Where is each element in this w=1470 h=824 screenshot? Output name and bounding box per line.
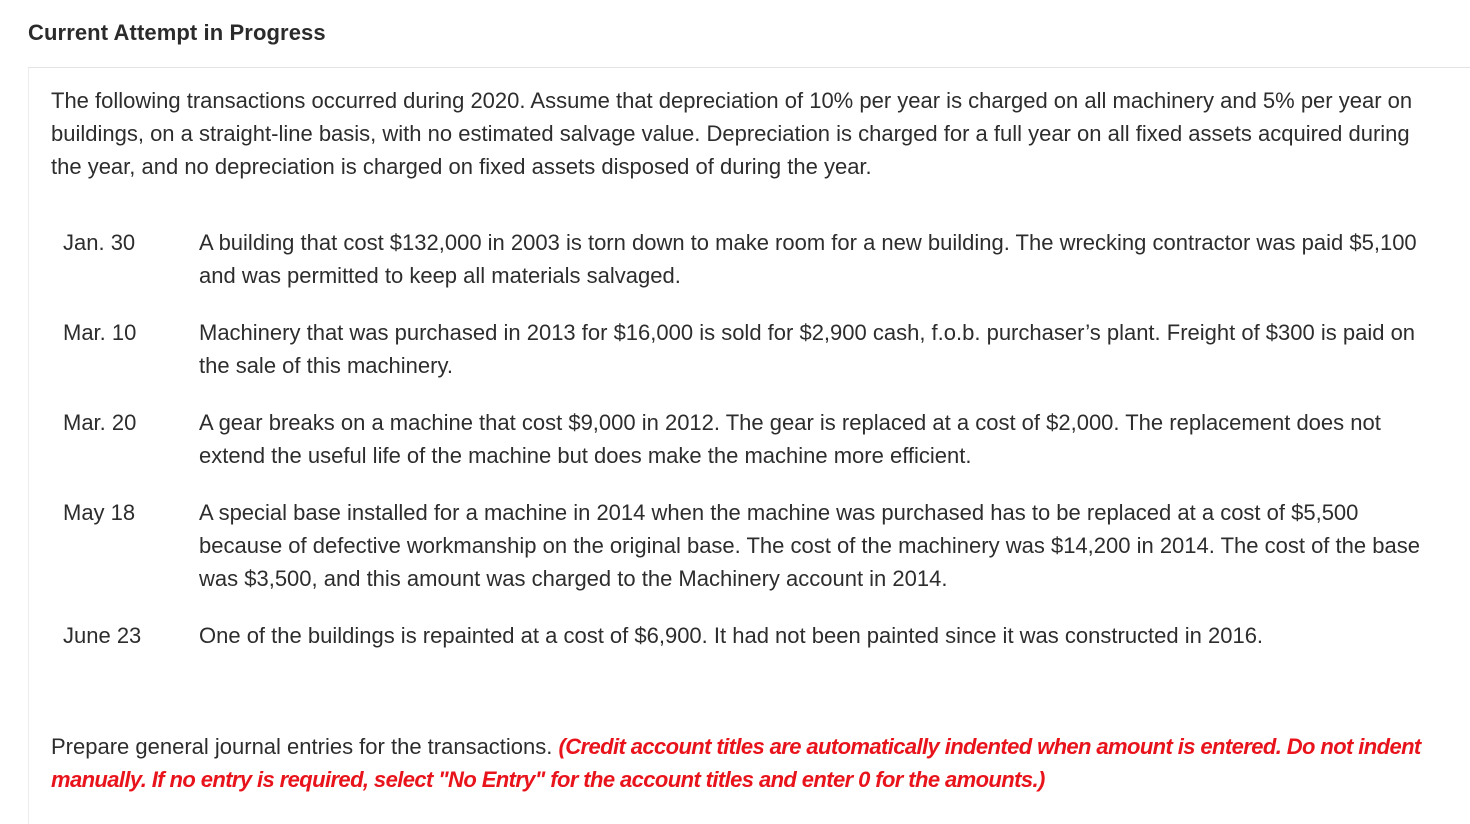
instruction-note: (Credit account titles are automatically indented when amount is entered. Do not indent manually. If no entry is required, select "No Entry" for the account titles and enter 0 for the amounts.) — [51, 734, 1421, 792]
instructions — [51, 730, 1441, 796]
attempt-heading: Current Attempt in Progress — [28, 20, 326, 45]
transaction-description: A special base installed for a machine in 2014 when the machine was purchased has to be replaced at a cost of $5,500 because of defective workmanship on the original base. The cost of the machinery was $14,200 in 2014. The cost of the base was $3,500, and this amount was charged to the Machinery account in 2014. — [199, 500, 1420, 591]
problem-intro: The following transactions occurred during 2020. Assume that depreciation of 10% per year is charged on all machinery and 5% per year on buildings, on a straight-line basis, with no estimated salvage value. Depreciation is charged for a full year on all fixed assets acquired during the year, and no depreciation is charged on fixed assets disposed of during the year. — [51, 88, 1413, 179]
transaction-date: Mar. 10 — [63, 320, 137, 345]
transaction-date: Mar. 20 — [63, 410, 137, 435]
transaction-description: One of the buildings is repainted at a cost of $6,900. It had not been painted since it was constructed in 2016. — [199, 623, 1264, 648]
instruction-text: Prepare general journal entries for the transactions. — [51, 734, 559, 759]
transaction-date: Jan. 30 — [63, 230, 136, 255]
transaction-date: May 18 — [63, 500, 136, 525]
transaction-description: Machinery that was purchased in 2013 for $16,000 is sold for $2,900 cash, f.o.b. purchaser’s plant. Freight of $300 is paid on the sale of this machinery. — [199, 320, 1416, 378]
question-panel — [28, 67, 1470, 824]
transaction-description: A building that cost $132,000 in 2003 is torn down to make room for a new building. The wrecking contractor was paid $5,100 and was permitted to keep all materials salvaged. — [199, 230, 1417, 288]
transaction-description: A gear breaks on a machine that cost $9,000 in 2012. The gear is replaced at a cost of $2,000. The replacement does not extend the useful life of the machine but does make the machine more efficient. — [199, 410, 1381, 468]
transaction-date: June 23 — [63, 623, 142, 648]
